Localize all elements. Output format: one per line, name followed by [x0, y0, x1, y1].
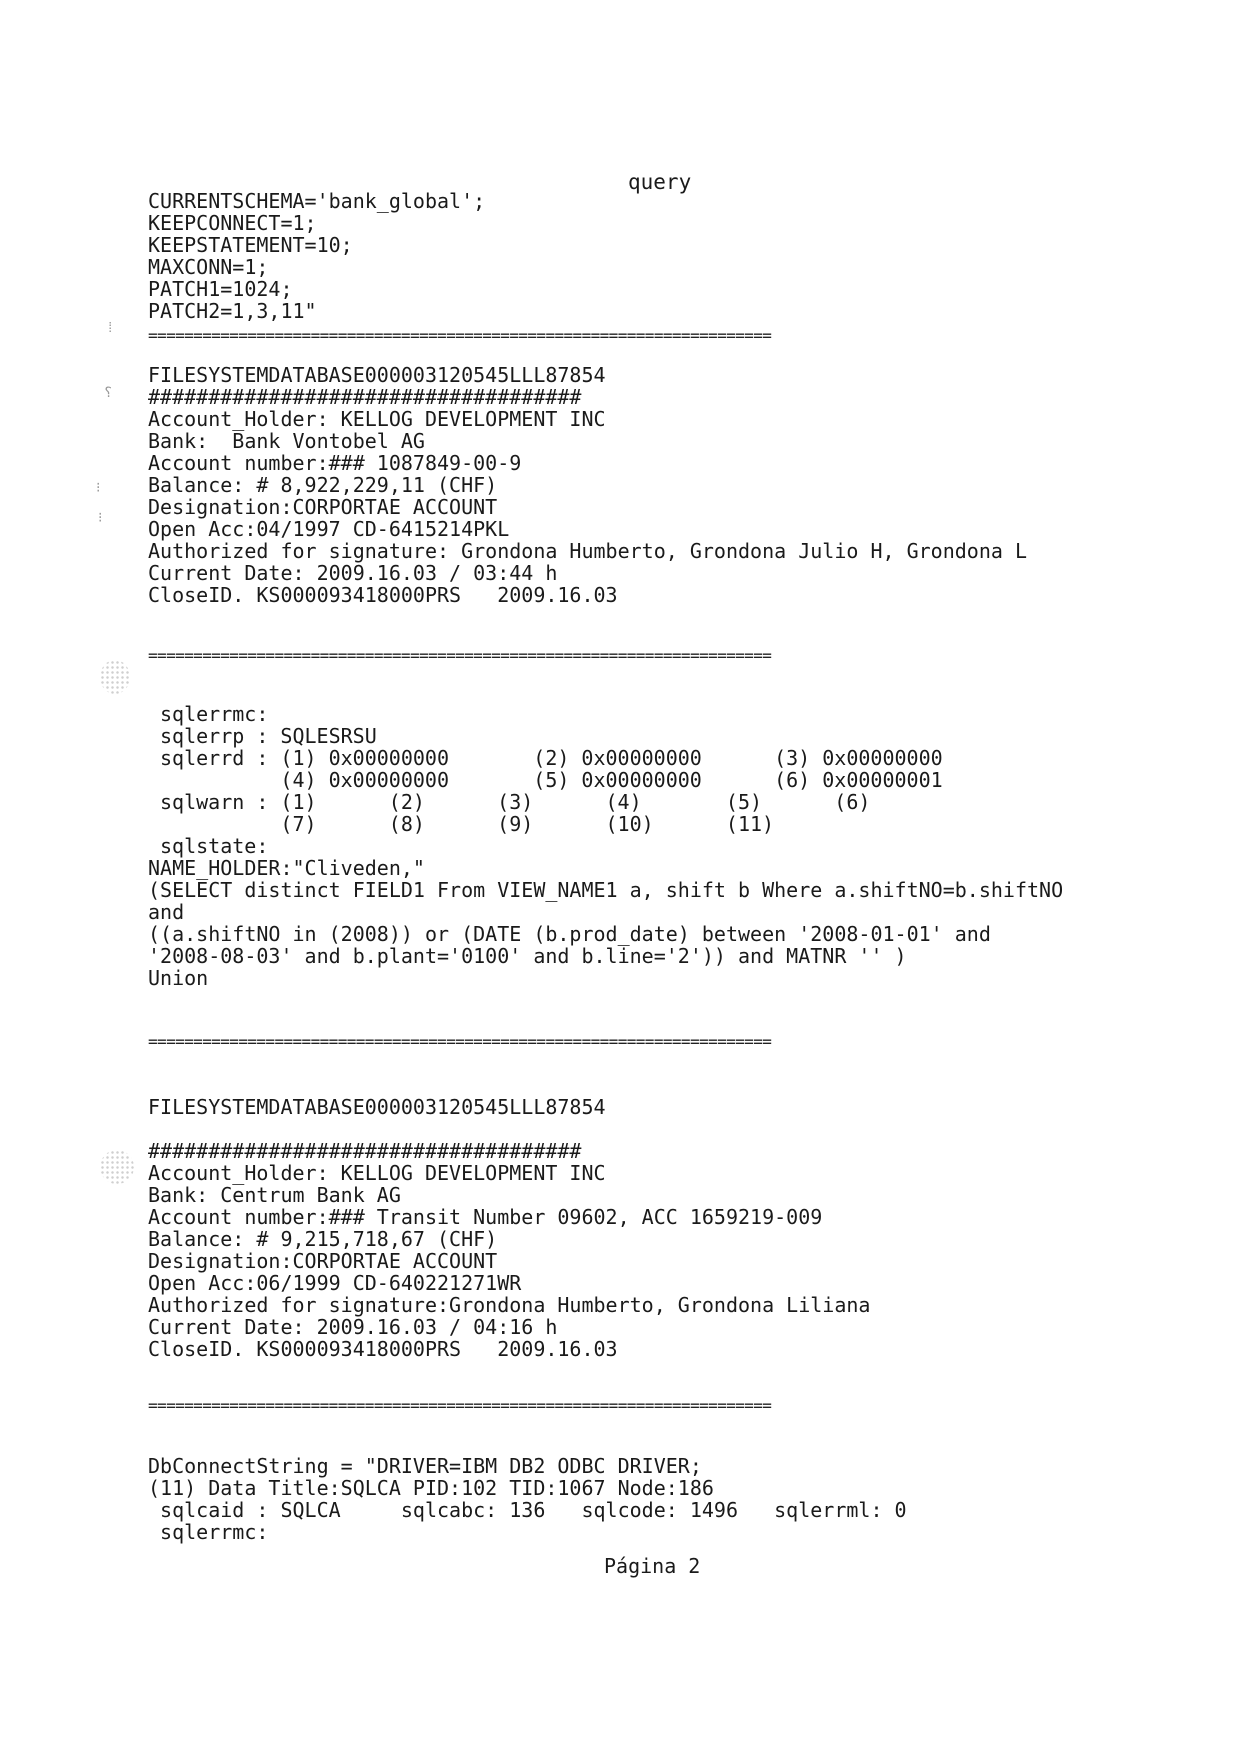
query-text: [148, 857, 1063, 989]
account-record-1: [148, 364, 1027, 606]
query-line: Union: [148, 966, 209, 990]
sql-line: (7) (8) (9) (10) (11): [160, 812, 775, 836]
separator-line: =====================================================================: [148, 326, 772, 345]
sql-diagnostics: [160, 703, 943, 857]
current-date: Current Date: 2009.16.03 / 03:44 h: [148, 561, 558, 585]
separator-line: =====================================================================: [148, 1396, 772, 1415]
close-id: CloseID. KS000093418000PRS 2009.16.03: [148, 583, 618, 607]
scan-artifact: ⸮: [104, 385, 113, 401]
sql-line: sqlwarn : (1) (2) (3) (4) (5) (6): [160, 790, 871, 814]
current-date: Current Date: 2009.16.03 / 04:16 h: [148, 1315, 558, 1339]
query-line: NAME_HOLDER:"Cliveden,": [148, 856, 425, 880]
scan-artifact: ⁞: [106, 320, 115, 336]
scan-artifact: [100, 660, 130, 694]
designation: Designation:CORPORTAE ACCOUNT: [148, 1249, 498, 1273]
account-holder: Account_Holder: KELLOG DEVELOPMENT INC: [148, 407, 606, 431]
open-account: Open Acc:06/1999 CD-640221271WR: [148, 1271, 522, 1295]
balance: Balance: # 9,215,718,67 (CHF): [148, 1227, 498, 1251]
tail-line: sqlerrmc:: [148, 1520, 269, 1544]
bank-name: Bank: Centrum Bank AG: [148, 1183, 401, 1207]
sql-line: (4) 0x00000000 (5) 0x00000000 (6) 0x00000001: [160, 768, 943, 792]
sql-line: sqlstate:: [160, 834, 269, 858]
authorized-signatories: Authorized for signature: Grondona Humberto, Grondona Julio H, Grondona L: [148, 539, 1027, 563]
hash-line: ####################################: [148, 385, 582, 409]
connect-string-block: [148, 1455, 907, 1543]
tail-line: sqlcaid : SQLCA sqlcabc: 136 sqlcode: 1496 sqlerrml: 0: [148, 1498, 907, 1522]
record-id: FILESYSTEMDATABASE000003120545LLL87854: [148, 1095, 606, 1119]
param-line: PATCH2=1,3,11": [148, 299, 317, 323]
page-number: Página 2: [604, 1554, 701, 1578]
account-holder: Account_Holder: KELLOG DEVELOPMENT INC: [148, 1161, 606, 1185]
account-record-2-details: [148, 1140, 870, 1360]
query-line: (SELECT distinct FIELD1 From VIEW_NAME1 a, shift b Where a.shiftNO=b.shiftNO: [148, 878, 1064, 902]
close-id: CloseID. KS000093418000PRS 2009.16.03: [148, 1337, 618, 1361]
param-line: KEEPSTATEMENT=10;: [148, 233, 353, 257]
record-id: FILESYSTEMDATABASE000003120545LLL87854: [148, 363, 606, 387]
balance: Balance: # 8,922,229,11 (CHF): [148, 473, 498, 497]
param-line: CURRENTSCHEMA='bank_global';: [148, 189, 486, 213]
param-line: KEEPCONNECT=1;: [148, 211, 317, 235]
query-line: and: [148, 900, 185, 924]
page-title: query: [628, 170, 692, 194]
tail-line: DbConnectString = "DRIVER=IBM DB2 ODBC DRIVER;: [148, 1454, 702, 1478]
separator-line: =====================================================================: [148, 1032, 772, 1051]
sql-line: sqlerrp : SQLESRSU: [160, 724, 377, 748]
scan-artifact: ⁝: [98, 510, 103, 526]
designation: Designation:CORPORTAE ACCOUNT: [148, 495, 498, 519]
authorized-signatories: Authorized for signature:Grondona Humberto, Grondona Liliana: [148, 1293, 871, 1317]
param-line: PATCH1=1024;: [148, 277, 293, 301]
scan-artifact: ⁝: [96, 480, 101, 496]
open-account: Open Acc:04/1997 CD-6415214PKL: [148, 517, 510, 541]
account-record-2: [148, 1096, 606, 1118]
connection-params: [148, 190, 485, 322]
sql-line: sqlerrmc:: [160, 702, 269, 726]
tail-line: (11) Data Title:SQLCA PID:102 TID:1067 Node:186: [148, 1476, 714, 1500]
bank-name: Bank: Bank Vontobel AG: [148, 429, 425, 453]
sql-line: sqlerrd : (1) 0x00000000 (2) 0x00000000 (3) 0x00000000: [160, 746, 943, 770]
account-number: Account number:### Transit Number 09602, ACC 1659219-009: [148, 1205, 823, 1229]
scan-artifact: [100, 1150, 134, 1184]
query-line: ((a.shiftNO in (2008)) or (DATE (b.prod_date) between '2008-01-01' and: [148, 922, 991, 946]
param-line: MAXCONN=1;: [148, 255, 269, 279]
separator-line: =====================================================================: [148, 646, 772, 665]
hash-line: ####################################: [148, 1139, 582, 1163]
query-line: '2008-08-03' and b.plant='0100' and b.line='2')) and MATNR '' ): [148, 944, 907, 968]
account-number: Account number:### 1087849-00-9: [148, 451, 522, 475]
